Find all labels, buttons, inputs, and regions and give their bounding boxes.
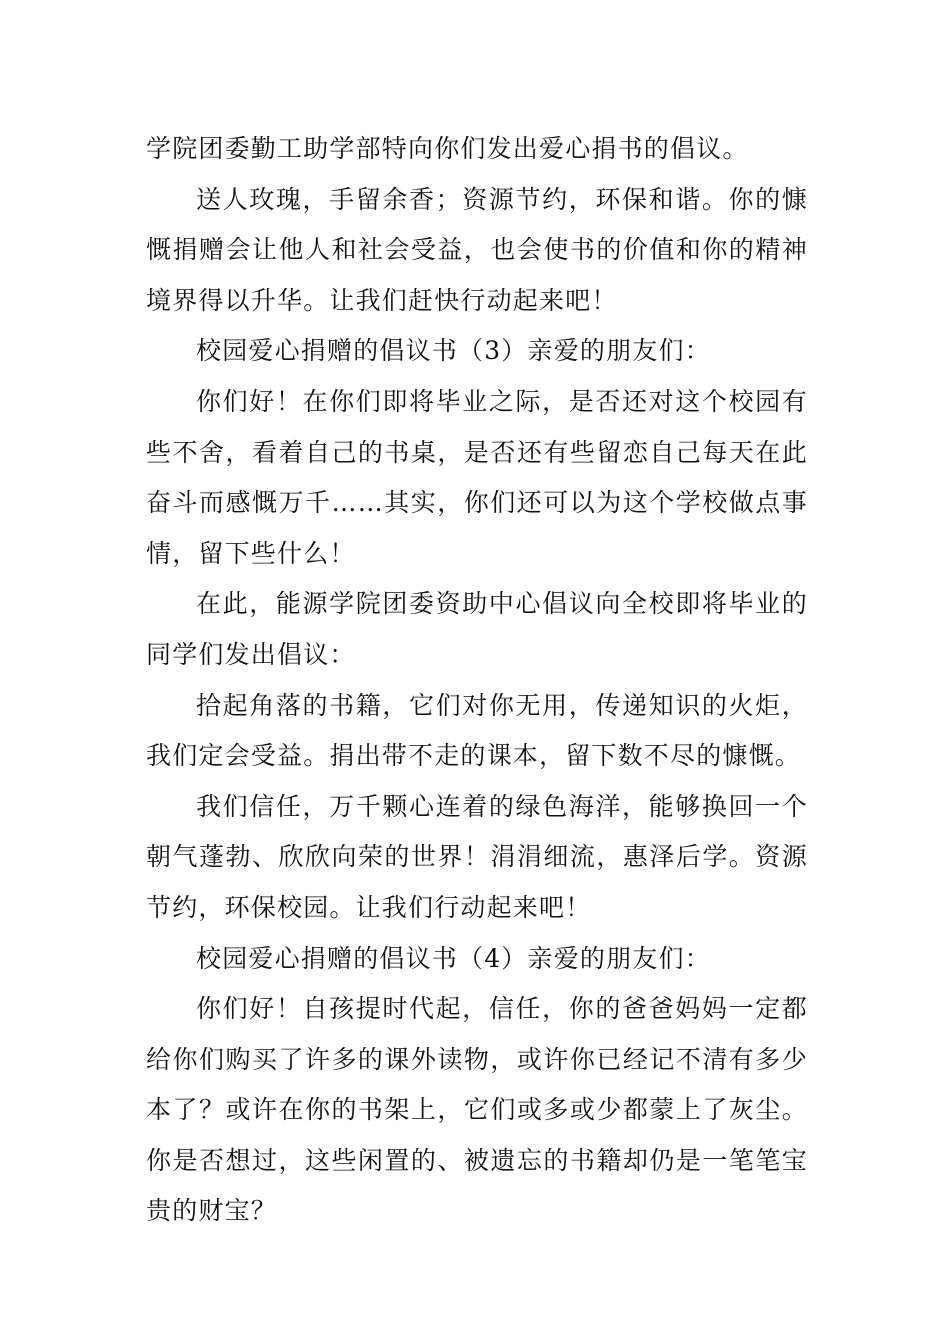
paragraph: 送人玫瑰，手留余香；资源节约，环保和谐。你的慷慨捐赠会让他人和社会受益，也会使书的价值和你的精神境界得以升华。让我们赶快行动起来吧！ (146, 184, 808, 315)
paragraph: 在此，能源学院团委资助中心倡议向全校即将毕业的同学们发出倡议： (146, 589, 808, 669)
paragraph: 我们信任，万千颗心连着的绿色海洋，能够换回一个朝气蓬勃、欣欣向荣的世界！涓涓细流，惠泽后学。资源节约，环保校园。让我们行动起来吧！ (146, 791, 808, 922)
paragraph: 你们好！自孩提时代起，信任，你的爸爸妈妈一定都给你们购买了许多的课外读物，或许你已经记不清有多少本了？或许在你的书架上，它们或多或少都蒙上了灰尘。你是否想过，这些闲置的、被遗忘的书籍却仍是一笔笔宝贵的财宝？ (146, 994, 808, 1226)
paragraph-continued: 学院团委勤工助学部特向你们发出爱心捐书的倡议。 (146, 134, 749, 163)
paragraph-heading: 校园爱心捐赠的倡议书（3）亲爱的朋友们： (196, 336, 711, 366)
paragraph: 拾起角落的书籍，它们对你无用，传递知识的火炬，我们定会受益。捐出带不走的课本，留下数不尽的慷慨。 (146, 690, 808, 771)
paragraph: 你们好！在你们即将毕业之际，是否还对这个校园有些不舍，看着自己的书桌，是否还有些留恋自己每天在此奋斗而感慨万千……其实，你们还可以为这个学校做点事情，留下些什么！ (146, 386, 808, 568)
paragraph-heading: 校园爱心捐赠的倡议书（4）亲爱的朋友们： (196, 943, 711, 973)
document-body (146, 124, 808, 1237)
